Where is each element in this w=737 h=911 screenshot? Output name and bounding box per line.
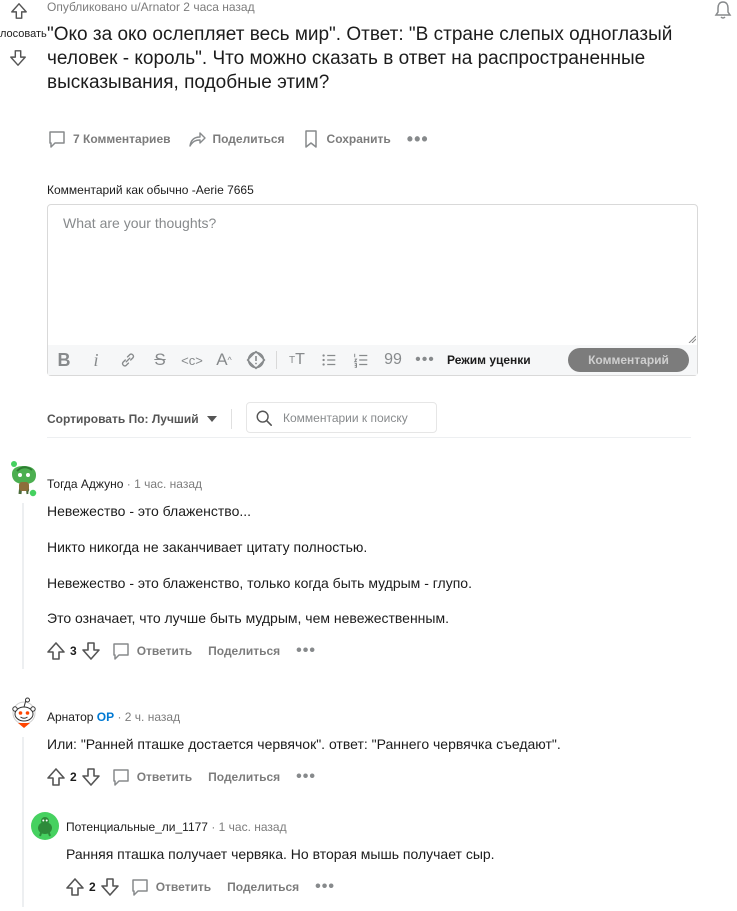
save-label: Сохранить	[326, 132, 391, 146]
comment-actions	[46, 767, 316, 787]
reply-icon[interactable]	[130, 877, 150, 897]
post-title: "Око за око ослепляет весь мир". Ответ: "В стране слепых одноглазый человек - король". Что можно сказать в ответ на распространенные высказывания, подобные этим?	[47, 24, 673, 93]
post-actions	[47, 127, 445, 151]
comment-paragraph: Невежество - это блаженство, только когда быть мудрым - глупо.	[47, 575, 472, 591]
heading-icon[interactable]: T T	[289, 351, 305, 368]
upvote-icon[interactable]	[46, 767, 66, 787]
comment-score: 2	[70, 770, 77, 784]
share-button[interactable]	[187, 129, 285, 149]
quote-icon[interactable]: 99	[384, 351, 402, 368]
comment-author[interactable]: Арнатор	[47, 710, 94, 724]
post-meta: Опубликовано u/Arnator 2 часа назад	[47, 0, 255, 14]
comment-score: 2	[89, 880, 96, 894]
comment-paragraph: Невежество - это блаженство...	[47, 503, 252, 519]
reply-button[interactable]: Ответить	[155, 880, 212, 894]
reply-icon[interactable]	[111, 641, 131, 661]
share-button[interactable]: Поделиться	[208, 644, 281, 658]
more-options-icon[interactable]: •••	[296, 642, 316, 659]
comment-paragraph: Это означает, что лучше быть мудрым, чем невежественным.	[47, 610, 449, 626]
comment-textarea[interactable]	[48, 205, 697, 345]
sort-dropdown[interactable]	[47, 412, 217, 426]
editor-toolbar	[48, 345, 697, 375]
comment-score: 3	[70, 644, 77, 658]
comment-author[interactable]: Потенциальные_ли_1177	[66, 820, 208, 834]
numbered-list-icon[interactable]	[345, 345, 377, 375]
thread-line[interactable]	[22, 503, 24, 669]
share-icon	[187, 129, 207, 149]
resize-grip-icon[interactable]	[688, 335, 696, 343]
comment-header	[66, 820, 287, 834]
comment-search-input[interactable]	[281, 410, 435, 426]
downvote-icon[interactable]	[81, 641, 101, 661]
reply-icon[interactable]	[111, 767, 131, 787]
comment-paragraph: Ранняя пташка получает червяка. Но вторая мышь получает сыр.	[66, 846, 495, 862]
comments-button[interactable]	[47, 129, 171, 149]
comments-count-label: 7 Комментариев	[73, 132, 171, 146]
share-button[interactable]: Поделиться	[227, 880, 300, 894]
avatar[interactable]	[8, 695, 40, 729]
spoiler-icon[interactable]	[240, 345, 272, 375]
comment-paragraph: Никто никогда не заканчивает цитату полностью.	[47, 539, 368, 555]
comment-author[interactable]: Тогда Аджуно	[47, 477, 124, 491]
comment-time: · 1 час. назад	[126, 477, 203, 491]
share-button[interactable]: Поделиться	[208, 770, 281, 784]
toolbar-divider	[276, 351, 277, 369]
comment-paragraph: Или: "Ранней пташке достается червячок". ответ: "Раннего червячка съедают".	[47, 736, 561, 752]
share-label: Поделиться	[212, 132, 285, 146]
reply-button[interactable]: Ответить	[136, 770, 193, 784]
upvote-icon[interactable]	[10, 2, 28, 20]
reply-button[interactable]: Ответить	[136, 644, 193, 658]
comment-actions	[46, 641, 316, 661]
strikethrough-icon[interactable]: S	[154, 350, 166, 369]
more-options-icon[interactable]: •••	[406, 128, 429, 149]
comment-time: · 2 ч. назад	[117, 710, 181, 724]
sort-label: Сортировать По: Лучший	[47, 412, 199, 426]
comment-time: · 1 час. назад	[211, 820, 287, 834]
downvote-icon[interactable]	[81, 767, 101, 787]
bold-icon[interactable]: B	[57, 349, 71, 370]
avatar[interactable]	[8, 460, 40, 498]
superscript-icon[interactable]: A ^	[216, 350, 232, 369]
italic-icon[interactable]: i	[93, 349, 99, 370]
avatar[interactable]	[31, 812, 59, 840]
inline-code-icon[interactable]: <c>	[181, 352, 203, 368]
vote-label: лосовать	[0, 28, 47, 40]
more-options-icon[interactable]: •••	[315, 878, 335, 895]
upvote-icon[interactable]	[46, 641, 66, 661]
separator	[47, 437, 691, 438]
op-badge: OP	[96, 710, 115, 724]
more-formatting-icon[interactable]: •••	[415, 351, 435, 368]
bell-icon[interactable]	[713, 0, 733, 20]
bookmark-icon	[301, 129, 321, 149]
chevron-down-icon	[207, 416, 217, 422]
comment-search	[246, 402, 437, 433]
thread-line[interactable]	[22, 737, 24, 907]
markdown-mode-toggle[interactable]: Режим уценки	[447, 353, 531, 367]
comment-header	[47, 477, 202, 491]
comment-actions	[65, 877, 335, 897]
comment-header	[47, 710, 180, 724]
comment-as-label: Комментарий как обычно -Aerie 7665	[47, 183, 254, 197]
bulleted-list-icon[interactable]	[313, 345, 345, 375]
submit-comment-button[interactable]: Комментарий	[568, 348, 689, 372]
search-icon	[255, 409, 273, 427]
upvote-icon[interactable]	[65, 877, 85, 897]
comment-icon	[47, 129, 67, 149]
divider	[231, 409, 232, 429]
downvote-icon[interactable]	[9, 49, 27, 67]
link-icon[interactable]	[112, 345, 144, 375]
save-button[interactable]	[301, 129, 391, 149]
more-options-icon[interactable]: •••	[296, 768, 316, 785]
downvote-icon[interactable]	[100, 877, 120, 897]
comment-editor	[47, 204, 698, 376]
